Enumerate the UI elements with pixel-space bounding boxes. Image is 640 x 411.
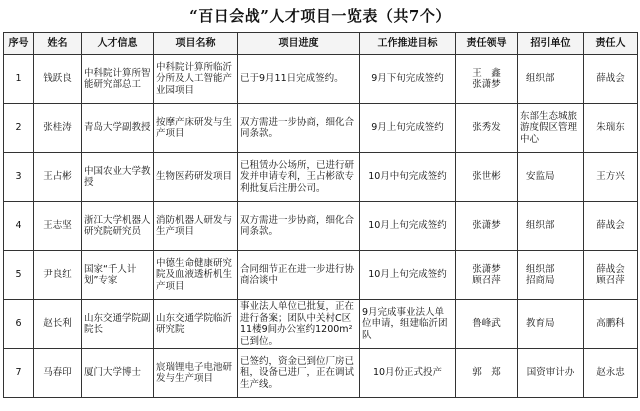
unit-line: 组织部 bbox=[526, 73, 555, 85]
cell-name: 马春印 bbox=[34, 349, 82, 398]
leader-line: 顾召萍 bbox=[472, 275, 501, 286]
owner-line: 薛战会 bbox=[596, 220, 625, 232]
cell-unit bbox=[518, 153, 584, 202]
header-row bbox=[4, 33, 638, 55]
cell-owner bbox=[584, 55, 638, 104]
header-leader: 责任领导 bbox=[456, 33, 518, 55]
header-unit: 招引单位 bbox=[518, 33, 584, 55]
unit-line: 组织部 bbox=[526, 263, 555, 275]
page-title: “百日会战”人才项目一览表（共7个） bbox=[189, 7, 451, 25]
cell-owner bbox=[584, 104, 638, 153]
cell-project: 宸瑞锂电子电池研发与生产项目 bbox=[154, 349, 238, 398]
unit-line: 招商局 bbox=[526, 275, 555, 286]
header-no: 序号 bbox=[4, 33, 34, 55]
cell-progress: 已签约，资金已到位厂房已租，设备已进厂，正在调试生产线。 bbox=[238, 349, 360, 398]
cell-info: 中国农业大学教授 bbox=[82, 153, 154, 202]
table-row bbox=[4, 251, 638, 300]
cell-project: 消防机器人研发与生产项目 bbox=[154, 202, 238, 251]
cell-no: 4 bbox=[4, 202, 34, 251]
owner-line: 顾召萍 bbox=[596, 275, 625, 286]
cell-target: 9月上旬完成签约 bbox=[360, 104, 456, 153]
cell-target: 10月份正式投产 bbox=[360, 349, 456, 398]
table-row bbox=[4, 55, 638, 104]
cell-project: 山东交通学院临沂研究院 bbox=[154, 300, 238, 349]
cell-target: 9月完成事业法人单位申请，组建临沂团队 bbox=[360, 300, 456, 349]
cell-name: 赵长利 bbox=[34, 300, 82, 349]
cell-leader bbox=[456, 251, 518, 300]
cell-info: 浙江大学机器人研究院研究员 bbox=[82, 202, 154, 251]
cell-project: 中科院计算所临沂分所及人工智能产业园项目 bbox=[154, 55, 238, 104]
header-project: 项目名称 bbox=[154, 33, 238, 55]
cell-name: 张桂涛 bbox=[34, 104, 82, 153]
cell-progress: 合同细节正在进一步进行协商洽谈中 bbox=[238, 251, 360, 300]
cell-leader bbox=[456, 153, 518, 202]
cell-no: 1 bbox=[4, 55, 34, 104]
cell-leader bbox=[456, 55, 518, 104]
header-target: 工作推进目标 bbox=[360, 33, 456, 55]
cell-leader bbox=[456, 202, 518, 251]
header-owner: 责任人 bbox=[584, 33, 638, 55]
table-row bbox=[4, 104, 638, 153]
owner-line: 王方兴 bbox=[596, 171, 625, 183]
cell-progress: 双方需进一步协商，细化合同条款。 bbox=[238, 202, 360, 251]
cell-owner bbox=[584, 153, 638, 202]
cell-no: 7 bbox=[4, 349, 34, 398]
cell-project: 生物医药研发项目 bbox=[154, 153, 238, 202]
cell-progress: 已租赁办公场所，已进行研发并申请专利，王占彬欲专利批复后注册公司。 bbox=[238, 153, 360, 202]
cell-leader bbox=[456, 300, 518, 349]
table-row bbox=[4, 300, 638, 349]
cell-progress: 双方需进一步协商，细化合同条款。 bbox=[238, 104, 360, 153]
unit-line: 教育局 bbox=[526, 318, 555, 330]
cell-owner bbox=[584, 251, 638, 300]
unit-line: 安监局 bbox=[526, 171, 555, 183]
owner-line: 高鹏科 bbox=[596, 318, 625, 330]
header-progress: 项目进度 bbox=[238, 33, 360, 55]
cell-progress: 已于9月11日完成签约。 bbox=[238, 55, 360, 104]
cell-project: 中德生命健康研究院及血液透析机生产项目 bbox=[154, 251, 238, 300]
leader-line: 鲁峰武 bbox=[472, 318, 501, 330]
unit-line: 组织部 bbox=[526, 220, 555, 232]
cell-no: 3 bbox=[4, 153, 34, 202]
cell-target: 10月中旬完成签约 bbox=[360, 153, 456, 202]
cell-owner bbox=[584, 202, 638, 251]
cell-no: 2 bbox=[4, 104, 34, 153]
leader-line: 郭 郑 bbox=[472, 367, 501, 379]
cell-leader bbox=[456, 104, 518, 153]
cell-target: 9月下旬完成签约 bbox=[360, 55, 456, 104]
table-row bbox=[4, 349, 638, 398]
cell-name: 尹良红 bbox=[34, 251, 82, 300]
cell-info: 中科院计算所智能研究部总工 bbox=[82, 55, 154, 104]
unit-line: 国资审计办 bbox=[526, 367, 575, 379]
table-row bbox=[4, 202, 638, 251]
cell-progress: 事业法人单位已批复，正在进行备案；团队中关村C区11楼9间办公室约1200m²已到位。 bbox=[238, 300, 360, 349]
cell-unit bbox=[518, 251, 584, 300]
cell-leader bbox=[456, 349, 518, 398]
cell-unit bbox=[518, 104, 584, 153]
leader-line: 张秀发 bbox=[472, 122, 501, 134]
talent-project-table bbox=[3, 32, 638, 398]
leader-line: 张潇梦 bbox=[472, 220, 501, 232]
header-name: 姓名 bbox=[34, 33, 82, 55]
leader-line: 张潇梦 bbox=[472, 79, 501, 90]
leader-line: 王 鑫 bbox=[472, 67, 501, 79]
table-row bbox=[4, 153, 638, 202]
cell-no: 5 bbox=[4, 251, 34, 300]
cell-name: 王占彬 bbox=[34, 153, 82, 202]
cell-name: 王志坚 bbox=[34, 202, 82, 251]
cell-target: 10月上旬完成签约 bbox=[360, 202, 456, 251]
cell-owner bbox=[584, 349, 638, 398]
leader-line: 张世彬 bbox=[472, 171, 501, 183]
cell-target: 10月上旬完成签约 bbox=[360, 251, 456, 300]
cell-info: 青岛大学副教授 bbox=[82, 104, 154, 153]
cell-unit bbox=[518, 55, 584, 104]
leader-line: 张潇梦 bbox=[472, 263, 501, 275]
cell-info: 厦门大学博士 bbox=[82, 349, 154, 398]
cell-info: 山东交通学院副院长 bbox=[82, 300, 154, 349]
cell-no: 6 bbox=[4, 300, 34, 349]
cell-unit bbox=[518, 349, 584, 398]
cell-unit bbox=[518, 202, 584, 251]
unit-line: 东部生态城旅游度假区管理中心 bbox=[520, 110, 578, 145]
owner-line: 赵永忠 bbox=[596, 367, 625, 379]
owner-line: 薛战会 bbox=[596, 263, 625, 275]
header-info: 人才信息 bbox=[82, 33, 154, 55]
cell-name: 钱跃良 bbox=[34, 55, 82, 104]
cell-unit bbox=[518, 300, 584, 349]
cell-project: 按摩产床研发与生产项目 bbox=[154, 104, 238, 153]
owner-line: 薛战会 bbox=[596, 73, 625, 85]
cell-owner bbox=[584, 300, 638, 349]
owner-line: 朱瑞东 bbox=[596, 122, 625, 134]
cell-info: 国家“千人计划”专家 bbox=[82, 251, 154, 300]
